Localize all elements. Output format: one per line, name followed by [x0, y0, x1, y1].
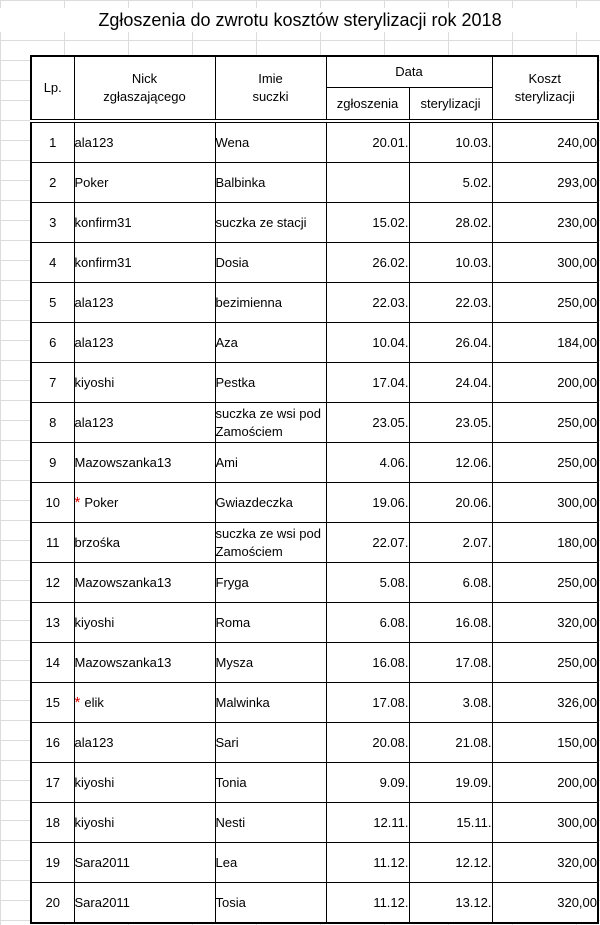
- cell-nick: [74, 883, 215, 924]
- nick-text: kiyoshi: [74, 614, 115, 630]
- cell-date-sterilized: 21.08.: [409, 723, 492, 763]
- cell-dog-name: Tonia: [215, 763, 326, 803]
- cell-lp: 1: [31, 121, 74, 163]
- cell-date-sterilized: 24.04.: [409, 363, 492, 403]
- cell-cost: 320,00: [492, 883, 598, 924]
- cell-lp: 8: [31, 403, 74, 443]
- cell-cost: 300,00: [492, 243, 598, 283]
- cell-nick: [74, 121, 215, 163]
- cell-lp: 18: [31, 803, 74, 843]
- nick-text: ala123: [74, 294, 114, 310]
- cell-lp: 17: [31, 763, 74, 803]
- cell-cost: 293,00: [492, 163, 598, 203]
- table-body: [31, 121, 598, 923]
- cell-date-submitted: 22.03.: [326, 283, 409, 323]
- cell-nick: [74, 563, 215, 603]
- cell-date-submitted: 12.11.: [326, 803, 409, 843]
- nick-text: Sara2011: [74, 894, 130, 910]
- nick-text: Poker: [84, 494, 119, 510]
- cell-date-sterilized: 15.11.: [409, 803, 492, 843]
- table-row: [31, 603, 598, 643]
- cell-cost: 180,00: [492, 523, 598, 563]
- cell-date-sterilized: 10.03.: [409, 121, 492, 163]
- cell-date-sterilized: 2.07.: [409, 523, 492, 563]
- cell-date-submitted: 9.09.: [326, 763, 409, 803]
- cell-date-sterilized: 20.06.: [409, 483, 492, 523]
- table-row: [31, 643, 598, 683]
- cell-lp: 12: [31, 563, 74, 603]
- cell-dog-name: bezimienna: [215, 283, 326, 323]
- cell-dog-name: Nesti: [215, 803, 326, 843]
- nick-text: Sara2011: [74, 854, 130, 870]
- cell-date-sterilized: 10.03.: [409, 243, 492, 283]
- cell-lp: 13: [31, 603, 74, 643]
- cell-dog-name: suczka ze stacji: [215, 203, 326, 243]
- cell-nick: [74, 443, 215, 483]
- cell-date-sterilized: 6.08.: [409, 563, 492, 603]
- cell-lp: 15: [31, 683, 74, 723]
- sterilization-table: [30, 55, 599, 924]
- cell-lp: 20: [31, 883, 74, 924]
- cell-lp: 9: [31, 443, 74, 483]
- cell-dog-name: Ami: [215, 443, 326, 483]
- cell-dog-name: Balbinka: [215, 163, 326, 203]
- cell-nick: [74, 763, 215, 803]
- cell-lp: 11: [31, 523, 74, 563]
- table-row: [31, 883, 598, 924]
- nick-text: elik: [84, 694, 104, 710]
- nick-text: konfirm31: [74, 214, 132, 230]
- nick-text: kiyoshi: [74, 374, 115, 390]
- header-dog-name: [215, 56, 326, 121]
- table-row: [31, 683, 598, 723]
- cell-date-submitted: 4.06.: [326, 443, 409, 483]
- cell-date-sterilized: 16.08.: [409, 603, 492, 643]
- cell-date-submitted: 6.08.: [326, 603, 409, 643]
- cell-date-submitted: 16.08.: [326, 643, 409, 683]
- cell-date-sterilized: 26.04.: [409, 323, 492, 363]
- cell-date-submitted: 19.06.: [326, 483, 409, 523]
- cell-dog-name: Lea: [215, 843, 326, 883]
- cell-nick: [74, 323, 215, 363]
- cell-cost: 184,00: [492, 323, 598, 363]
- header-nick-line1: Nick: [131, 71, 158, 86]
- cell-date-sterilized: 5.02.: [409, 163, 492, 203]
- cell-lp: 5: [31, 283, 74, 323]
- marker-star: *: [74, 693, 81, 711]
- cell-date-submitted: 26.02.: [326, 243, 409, 283]
- cell-lp: 16: [31, 723, 74, 763]
- cell-nick: [74, 363, 215, 403]
- cell-cost: 200,00: [492, 763, 598, 803]
- cell-nick: [74, 283, 215, 323]
- cell-lp: 14: [31, 643, 74, 683]
- cell-nick: [74, 243, 215, 283]
- cell-date-sterilized: 17.08.: [409, 643, 492, 683]
- table-row: [31, 523, 598, 563]
- header-cost-line1: Koszt: [528, 71, 561, 86]
- cell-dog-name: Sari: [215, 723, 326, 763]
- cell-date-submitted: 11.12.: [326, 883, 409, 924]
- cell-date-sterilized: 3.08.: [409, 683, 492, 723]
- table-row: [31, 323, 598, 363]
- cell-nick: [74, 163, 215, 203]
- cell-lp: 3: [31, 203, 74, 243]
- page-title: Zgłoszenia do zwrotu kosztów sterylizacji rok 2018: [0, 8, 600, 32]
- table-row: [31, 723, 598, 763]
- cell-dog-name: Dosia: [215, 243, 326, 283]
- cell-nick: [74, 803, 215, 843]
- cell-cost: 200,00: [492, 363, 598, 403]
- nick-text: ala123: [74, 414, 114, 430]
- cell-dog-name: Wena: [215, 121, 326, 163]
- cell-dog-name: Fryga: [215, 563, 326, 603]
- cell-date-sterilized: 28.02.: [409, 203, 492, 243]
- cell-nick: [74, 203, 215, 243]
- cell-dog-name: Tosia: [215, 883, 326, 924]
- cell-cost: 150,00: [492, 723, 598, 763]
- cell-dog-name: Malwinka: [215, 683, 326, 723]
- cell-cost: 250,00: [492, 403, 598, 443]
- cell-cost: 240,00: [492, 121, 598, 163]
- cell-cost: 250,00: [492, 563, 598, 603]
- cell-date-submitted: 10.04.: [326, 323, 409, 363]
- nick-text: Mazowszanka13: [74, 574, 172, 590]
- cell-date-sterilized: 23.05.: [409, 403, 492, 443]
- cell-cost: 250,00: [492, 443, 598, 483]
- nick-text: Mazowszanka13: [74, 454, 172, 470]
- header-nick-line2: zgłaszającego: [103, 89, 186, 104]
- header-data: Data: [326, 56, 492, 88]
- cell-date-submitted: 20.08.: [326, 723, 409, 763]
- cell-lp: 4: [31, 243, 74, 283]
- cell-nick: [74, 683, 215, 723]
- table-row: [31, 843, 598, 883]
- header-cost: [492, 56, 598, 121]
- table-row: [31, 121, 598, 163]
- cell-date-sterilized: 13.12.: [409, 883, 492, 924]
- table-row: [31, 403, 598, 443]
- cell-nick: [74, 643, 215, 683]
- nick-text: kiyoshi: [74, 774, 115, 790]
- cell-cost: 250,00: [492, 283, 598, 323]
- cell-date-sterilized: 12.06.: [409, 443, 492, 483]
- nick-text: konfirm31: [74, 254, 132, 270]
- cell-cost: 250,00: [492, 643, 598, 683]
- table-row: [31, 283, 598, 323]
- nick-text: Mazowszanka13: [74, 654, 172, 670]
- cell-cost: 300,00: [492, 483, 598, 523]
- header-lp: Lp.: [31, 56, 74, 121]
- cell-dog-name: suczka ze wsi pod Zamościem: [215, 523, 326, 563]
- header-date-sterilized: sterylizacji: [409, 88, 492, 122]
- cell-dog-name: Aza: [215, 323, 326, 363]
- cell-lp: 19: [31, 843, 74, 883]
- nick-text: Poker: [74, 174, 109, 190]
- cell-dog-name: Gwiazdeczka: [215, 483, 326, 523]
- cell-lp: 2: [31, 163, 74, 203]
- cell-date-sterilized: 22.03.: [409, 283, 492, 323]
- cell-nick: [74, 843, 215, 883]
- marker-star: *: [74, 493, 81, 511]
- cell-date-sterilized: 19.09.: [409, 763, 492, 803]
- header-dog-line2: suczki: [252, 89, 289, 104]
- cell-date-submitted: 17.08.: [326, 683, 409, 723]
- cell-dog-name: Roma: [215, 603, 326, 643]
- table-row: [31, 803, 598, 843]
- cell-date-submitted: 15.02.: [326, 203, 409, 243]
- cell-nick: [74, 403, 215, 443]
- cell-lp: 7: [31, 363, 74, 403]
- cell-cost: 326,00: [492, 683, 598, 723]
- cell-nick: [74, 603, 215, 643]
- table-row: [31, 243, 598, 283]
- cell-date-submitted: [326, 163, 409, 203]
- cell-dog-name: suczka ze wsi pod Zamościem: [215, 403, 326, 443]
- cell-date-submitted: 17.04.: [326, 363, 409, 403]
- table-row: [31, 203, 598, 243]
- nick-text: brzośka: [74, 534, 121, 550]
- cell-lp: 10: [31, 483, 74, 523]
- cell-date-submitted: 23.05.: [326, 403, 409, 443]
- cell-date-submitted: 22.07.: [326, 523, 409, 563]
- cell-dog-name: Pestka: [215, 363, 326, 403]
- header-date-submitted: zgłoszenia: [326, 88, 409, 122]
- cell-cost: 320,00: [492, 603, 598, 643]
- header-dog-line1: Imie: [258, 71, 283, 86]
- nick-text: kiyoshi: [74, 814, 115, 830]
- cell-nick: [74, 523, 215, 563]
- table-row: [31, 483, 598, 523]
- table-row: [31, 443, 598, 483]
- cell-date-submitted: 5.08.: [326, 563, 409, 603]
- cell-nick: [74, 723, 215, 763]
- header-nick: [74, 56, 215, 121]
- cell-date-submitted: 11.12.: [326, 843, 409, 883]
- cell-date-sterilized: 12.12.: [409, 843, 492, 883]
- nick-text: ala123: [74, 134, 114, 150]
- cell-nick: [74, 483, 215, 523]
- table-row: [31, 363, 598, 403]
- cell-cost: 300,00: [492, 803, 598, 843]
- table-row: [31, 763, 598, 803]
- cell-date-submitted: 20.01.: [326, 121, 409, 163]
- nick-text: ala123: [74, 734, 114, 750]
- cell-cost: 320,00: [492, 843, 598, 883]
- cell-lp: 6: [31, 323, 74, 363]
- cell-dog-name: Mysza: [215, 643, 326, 683]
- table-row: [31, 563, 598, 603]
- cell-cost: 230,00: [492, 203, 598, 243]
- table-row: [31, 163, 598, 203]
- header-cost-line2: sterylizacji: [514, 89, 575, 104]
- nick-text: ala123: [74, 334, 114, 350]
